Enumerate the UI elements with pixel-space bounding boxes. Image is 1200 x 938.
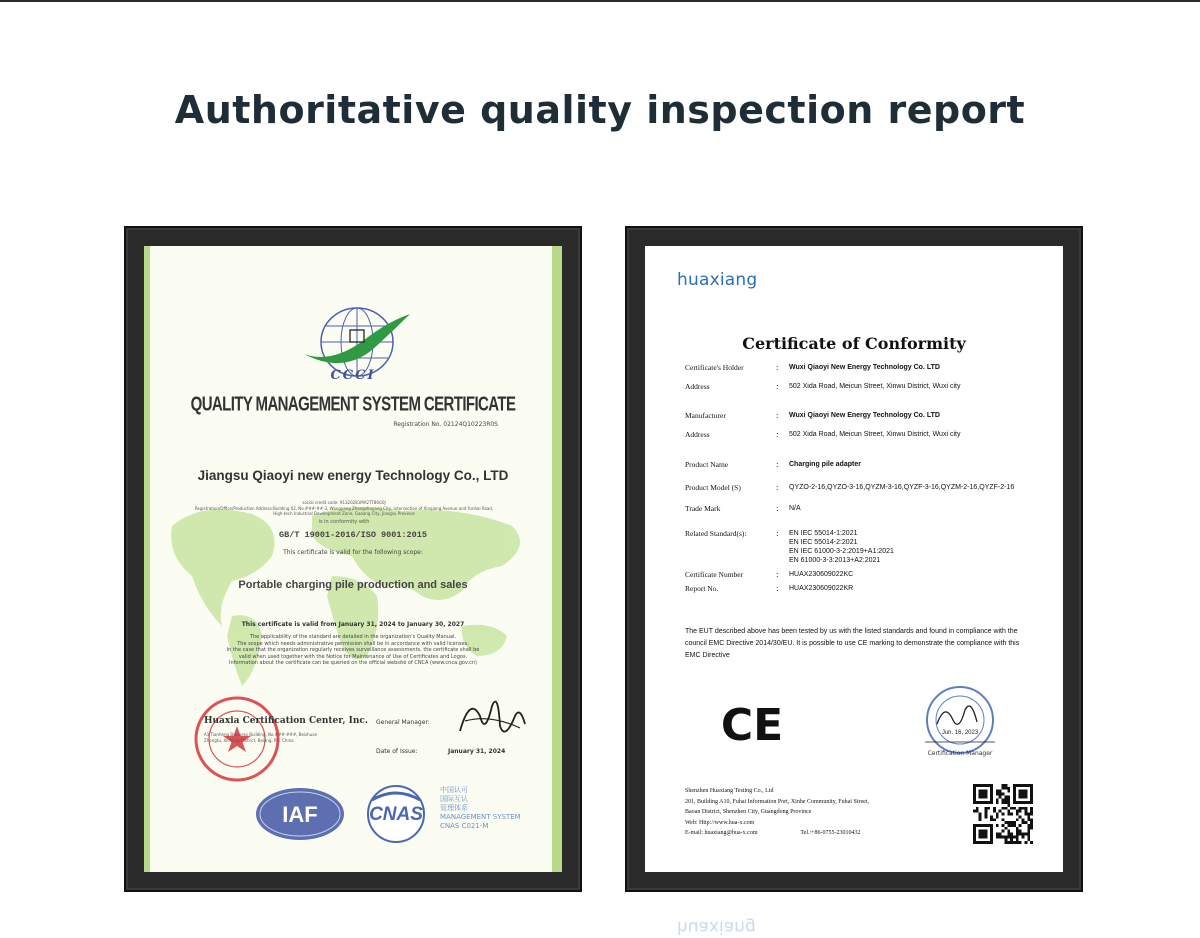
- manager-signature: [450, 686, 530, 746]
- date-of-issue-label: Date of Issue:: [376, 748, 418, 755]
- registration-address: Registration/Office/Production Address:Building 02, No.###-##-3, Wangyang Zhongshuyang City, intersection of Xinqiang Avenue and Yunhai Road, High-tech Industrial Development Zone, Gaoang City, Jiangsu Province: [194, 506, 494, 516]
- standard: GB/T 19001-2016/ISO 9001:2015: [279, 530, 427, 540]
- compliance-statement: The EUT described above has been tested by us with the listed standards and found in compliance with the council EMC Directive 2014/30/EU. It is possible to use CE marking to demonstrate the compliance with this EMC Directive: [685, 628, 1020, 659]
- detail-colon: :: [776, 483, 779, 492]
- detail-colon: :: [776, 430, 779, 439]
- footer-line: Shenzhen Huaxiang Testing Co., Ltd: [685, 788, 774, 794]
- cnas-logo-text: CNAS: [369, 804, 423, 825]
- stamp-date: Jun. 16, 2023: [941, 730, 979, 736]
- detail-colon: :: [776, 411, 779, 420]
- detail-value: HUAX230609022KC: [789, 571, 854, 578]
- ce-mark-text: CE: [720, 700, 784, 748]
- detail-label: Certificate's Holder: [685, 363, 744, 372]
- green-border-right: [552, 246, 562, 872]
- reflection-brand: huaxiang: [677, 917, 756, 937]
- huaxiang-logo: huaxiang: [677, 270, 758, 290]
- detail-colon: :: [776, 529, 779, 538]
- footer-email: E-mail: huaxiang@hua-x.com: [685, 830, 758, 836]
- issuer-address: A1 Tianheng Business Building, No.###-###, Beishuan Zhongtu, Xicheng District, Beijing, P.R. China: [204, 732, 318, 743]
- detail-value: QYZO-2-16,QYZO-3-16,QYZM-3-16,QYZF-3-16,QYZM-2-16,QYZF-2-16: [789, 484, 1015, 491]
- detail-value: N/A: [789, 505, 801, 512]
- certification-manager-label: Certification Manager: [927, 750, 993, 757]
- note-line: The scope which needs administrative permission shall be in accordance with valid licenses.: [237, 640, 469, 647]
- frame-reflection: [625, 913, 1083, 938]
- detail-label: Certificate Number: [685, 570, 744, 579]
- conformity-text: is in conformity with: [318, 519, 370, 525]
- detail-label: Report No.: [685, 584, 719, 593]
- ms-cn-line: 国际互认: [440, 795, 468, 803]
- ce-certificate: [645, 246, 1063, 872]
- ms-cn-line: 中国认可: [440, 786, 468, 794]
- management-system-label: [440, 786, 521, 831]
- certificate-title: Certificate of Conformity: [742, 334, 966, 353]
- ccci-logo-text: CCCI: [330, 368, 376, 383]
- detail-value: Charging pile adapter: [789, 461, 861, 468]
- ms-en-line: CNAS C021-M: [440, 822, 489, 830]
- cnas-logo: [358, 784, 434, 844]
- detail-label: Related Standard(s):: [685, 529, 747, 538]
- social-credit-code: social credit code: 91320281MA2TT86G0J: [302, 500, 386, 505]
- footer-line: Baoan District, Shenzhen City, Guangdong Province: [685, 809, 812, 815]
- iso-certificate: [144, 246, 562, 872]
- footer-line: [685, 828, 955, 839]
- footer-phone: Tel.:+86-0755-23010432: [800, 830, 861, 836]
- detail-label: Trade Mark: [685, 504, 721, 513]
- detail-label: Product Name: [685, 460, 729, 469]
- detail-colon: :: [776, 363, 779, 372]
- detail-value: 502 Xida Road, Meicun Street, Xinwu District, Wuxi city: [789, 383, 961, 390]
- validity-period: This certificate is valid from January 31, 2024 to January 30, 2027: [241, 621, 465, 628]
- footer-line: 201, Building A10, Fuhai Information Port, Xinhe Community, Fuhai Street,: [685, 798, 869, 805]
- detail-value: HUAX230609022KR: [789, 585, 854, 592]
- detail-colon: :: [776, 584, 779, 593]
- detail-label: Address: [685, 430, 710, 439]
- iso-certificate-frame: [124, 226, 582, 892]
- detail-colon: :: [776, 382, 779, 391]
- top-border: [0, 0, 1200, 2]
- registration-number: Registration No. 02124Q10223R0S: [393, 421, 498, 428]
- certificate-scope: Portable charging pile production and sales: [238, 579, 468, 591]
- detail-value: EN IEC 55014-1:2021 EN IEC 55014-2:2021 EN IEC 61000-3-2:2019+A1:2021 EN 61000-3-3:2013+A2:2021: [789, 530, 894, 564]
- note-line: The applicability of the standard are detailed in the organization's Quality Manual.: [249, 634, 457, 640]
- ce-mark-icon: [717, 698, 787, 748]
- detail-value: Wuxi Qiaoyi New Energy Technology Co. LTD: [789, 364, 940, 371]
- valid-scope-text: This certificate is valid for the following scope:: [283, 549, 423, 556]
- detail-label: Manufacturer: [685, 411, 726, 420]
- page-title: Authoritative quality inspection report: [174, 88, 1026, 132]
- company-name: Jiangsu Qiaoyi new energy Technology Co., LTD: [197, 468, 509, 483]
- green-border-left: [144, 246, 150, 872]
- ms-en-line: MANAGEMENT SYSTEM: [440, 813, 521, 821]
- certificate-heading: QUALITY MANAGEMENT SYSTEM CERTIFICATE: [190, 393, 516, 416]
- detail-label: Address: [685, 382, 710, 391]
- detail-colon: :: [776, 460, 779, 469]
- date-of-issue-value: January 31, 2024: [448, 748, 506, 755]
- note-line: Information about the certificate can be queried on the official website of CNCA (www.cnca.gov.cn): [229, 660, 477, 666]
- detail-label: Product Model (S): [685, 483, 741, 492]
- detail-colon: :: [776, 504, 779, 513]
- detail-value: Wuxi Qiaoyi New Energy Technology Co. LTD: [789, 412, 940, 419]
- ce-certificate-frame: [625, 226, 1083, 892]
- lab-contact-footer: [685, 786, 955, 839]
- qr-code: [973, 784, 1033, 844]
- issuer-name: Huaxia Certification Center, Inc.: [204, 716, 368, 726]
- certificate-notes: [188, 634, 518, 667]
- footer-line: Web: Http://www.hua-x.com: [685, 819, 755, 826]
- iaf-logo-text: IAF: [282, 802, 318, 827]
- note-line: In the case that the organization regularly receives surveillance assessments, the certificate shall be: [226, 647, 480, 653]
- detail-colon: :: [776, 570, 779, 579]
- ms-cn-line: 管理体系: [440, 804, 468, 812]
- note-line: valid when used together with the Notice for Maintenance of Use of Certificates and Logos.: [238, 653, 468, 660]
- iaf-logo: [254, 786, 346, 842]
- general-manager-label: General Manager:: [376, 719, 430, 726]
- detail-value: 502 Xida Road, Meicun Street, Xinwu District, Wuxi city: [789, 431, 961, 438]
